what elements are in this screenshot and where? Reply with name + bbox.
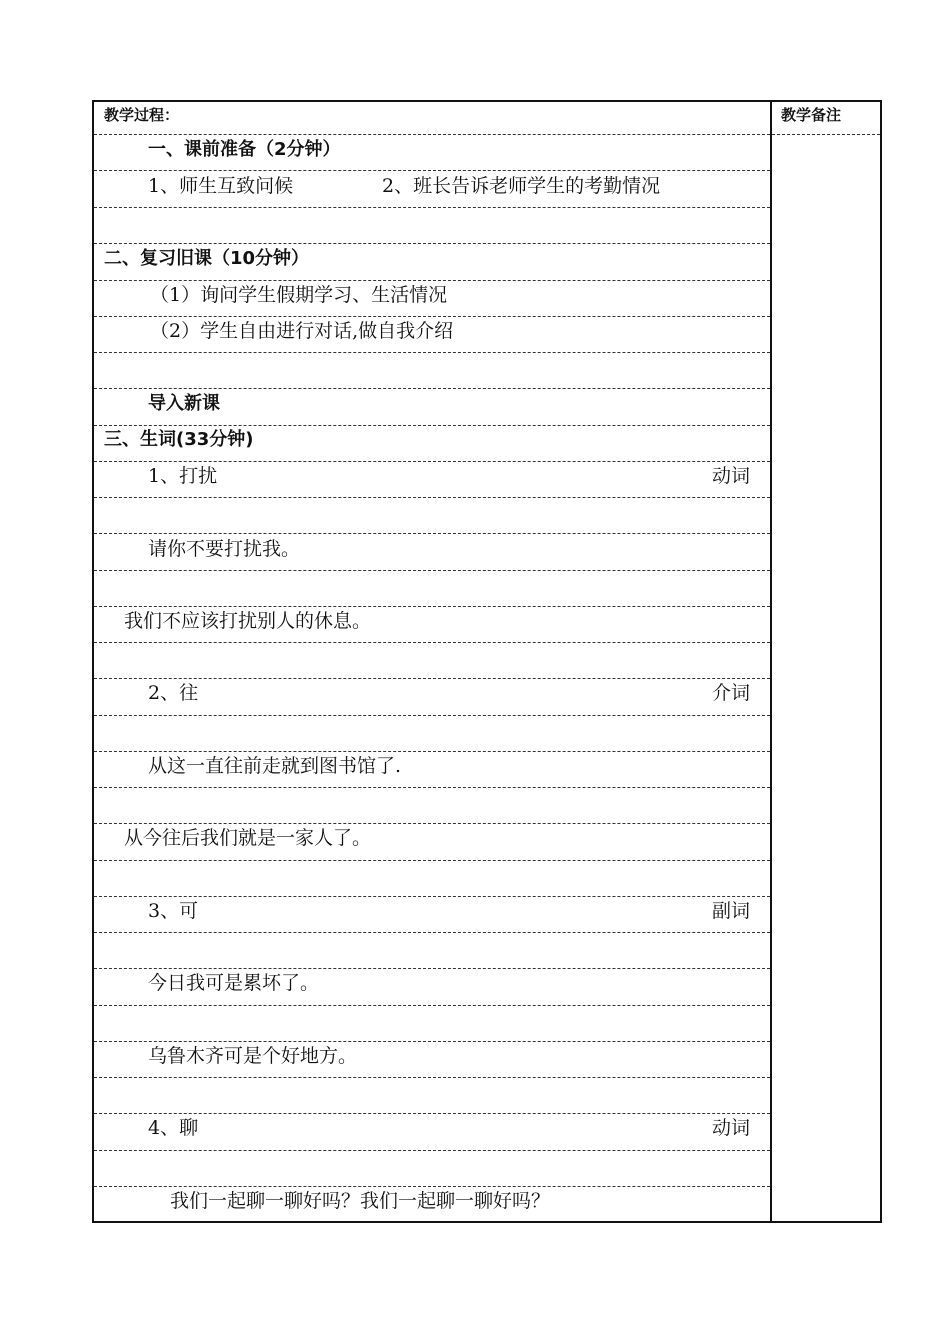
dashed-rule xyxy=(94,715,770,716)
item-review-2: （2）学生自由进行对话,做自我介绍 xyxy=(150,320,454,342)
item-review-1: （1）询问学生假期学习、生活情况 xyxy=(150,284,448,306)
dashed-rule xyxy=(94,1005,770,1006)
example-sentence: 从今往后我们就是一家人了。 xyxy=(124,827,372,849)
word-term: 3、可 xyxy=(148,900,199,922)
dashed-rule xyxy=(94,1077,770,1078)
example-sentence: 我们一起聊一聊好吗？我们一起聊一聊好吗？ xyxy=(170,1190,551,1212)
teaching-notes-header: 教学备注 xyxy=(781,106,842,124)
dashed-rule xyxy=(94,642,770,643)
dashed-rule xyxy=(94,1150,770,1151)
dashed-rule xyxy=(94,860,770,861)
word-term: 4、聊 xyxy=(148,1117,199,1139)
section-vocab: 三、生词(33分钟) xyxy=(104,429,254,450)
example-sentence: 我们不应该打扰别人的休息。 xyxy=(124,610,372,632)
word-pos: 介词 xyxy=(711,682,750,704)
word-pos: 动词 xyxy=(711,465,750,487)
dashed-rule xyxy=(94,570,770,571)
dashed-rule xyxy=(94,352,770,353)
word-pos: 动词 xyxy=(711,1117,750,1139)
example-sentence: 从这一直往前走就到图书馆了. xyxy=(148,755,402,777)
example-sentence: 今日我可是累坏了。 xyxy=(148,972,320,994)
dashed-rule-notes xyxy=(772,134,880,135)
teaching-process-header: 教学过程： xyxy=(104,106,180,124)
dashed-rule xyxy=(94,787,770,788)
section-intro: 导入新课 xyxy=(148,393,220,414)
dashed-rule xyxy=(94,497,770,498)
item-greet: 1、师生互致问候 xyxy=(148,175,294,197)
example-sentence: 请你不要打扰我。 xyxy=(148,538,301,560)
word-pos: 副词 xyxy=(711,900,750,922)
word-term: 2、往 xyxy=(148,682,199,704)
example-sentence: 乌鲁木齐可是个好地方。 xyxy=(148,1045,358,1067)
dashed-rule xyxy=(94,207,770,208)
column-divider xyxy=(770,100,772,1223)
section-prep: 一、课前准备（2分钟） xyxy=(148,139,341,160)
item-attendance: 2、班长告诉老师学生的考勤情况 xyxy=(382,175,661,197)
word-term: 1、打扰 xyxy=(148,465,218,487)
section-review: 二、复习旧课（10分钟） xyxy=(104,248,310,269)
dashed-rule xyxy=(94,932,770,933)
